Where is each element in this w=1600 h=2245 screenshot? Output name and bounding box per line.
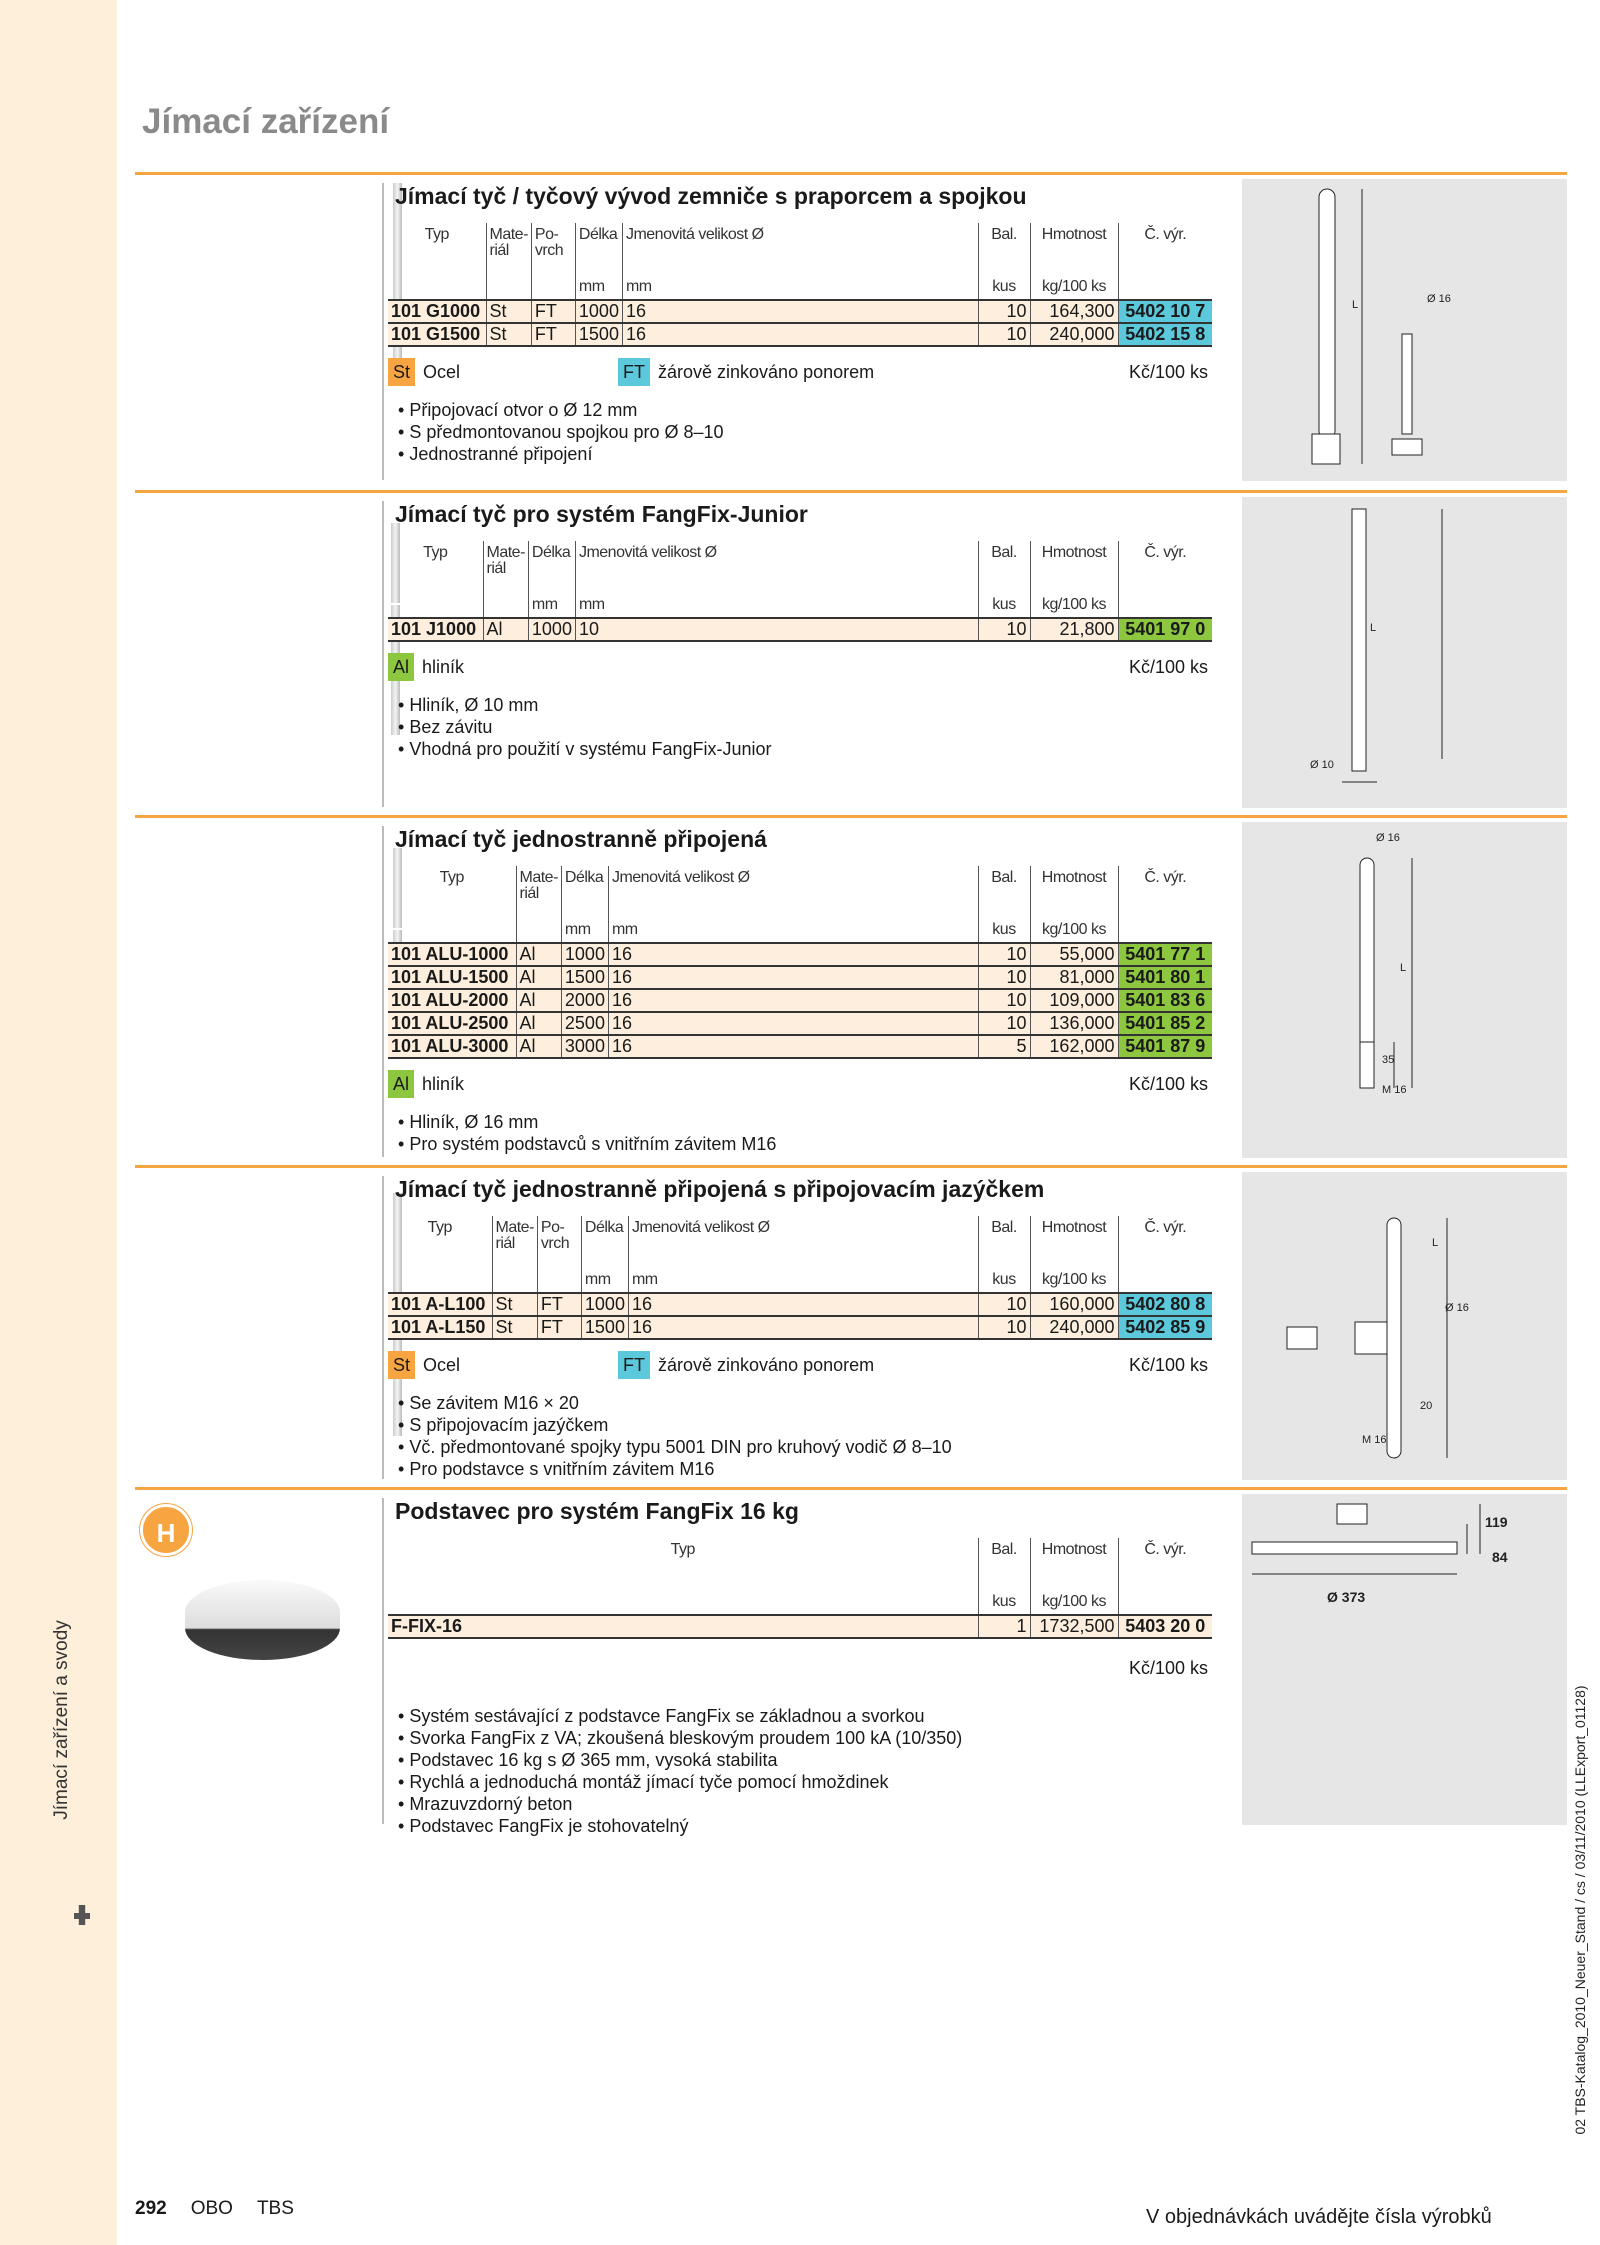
table-row: [388, 1615, 1212, 1638]
column-unit: mm: [575, 589, 978, 618]
article-number: 5402 10 7: [1118, 300, 1212, 323]
column-header: Hmotnost: [1030, 541, 1118, 589]
feature-item: • Připojovací otvor o Ø 12 mm: [398, 399, 1212, 421]
column-unit: mm: [628, 1264, 978, 1293]
header-row: [388, 223, 1212, 271]
price-unit: Kč/100 ks: [1128, 1657, 1208, 1678]
legend-chip: FT: [618, 1351, 650, 1379]
column-unit: [388, 1264, 492, 1293]
footer-series: TBS: [256, 2198, 294, 2219]
table-cell: 109,000: [1030, 989, 1118, 1012]
column-header: Mate-riál: [516, 866, 561, 914]
column-unit: kus: [978, 1586, 1030, 1615]
feature-item: • Rychlá a jednoduchá montáž jímací tyče pomocí hmoždinek: [398, 1771, 1212, 1793]
drawing-svg: [1242, 1172, 1567, 1480]
legend-chip: Al: [388, 653, 414, 681]
drawing-svg: [1242, 822, 1567, 1158]
technical-drawing: [1242, 1172, 1567, 1480]
column-unit: [1118, 1264, 1212, 1293]
table-row: [388, 1035, 1212, 1058]
section-title: Jímací tyč / tyčový vývod zemniče s praporcem a spojkou: [395, 183, 1027, 209]
article-number: 5401 97 0: [1118, 618, 1212, 641]
drawing-svg: [1242, 179, 1567, 481]
section-title: Podstavec pro systém FangFix 16 kg: [395, 1498, 799, 1524]
column-unit: [1118, 1586, 1212, 1615]
legend-text: hliník: [422, 1073, 465, 1094]
column-unit: kus: [978, 1264, 1030, 1293]
technical-drawing: [1242, 497, 1567, 808]
table-cell: F-FIX-16: [388, 1615, 978, 1638]
feature-item: • Svorka FangFix z VA; zkoušená bleskovým proudem 100 kA (10/350): [398, 1727, 1212, 1749]
dimension-label: Ø 10: [1310, 759, 1334, 771]
legend-item: [388, 1070, 558, 1098]
legend-chip: Al: [388, 1070, 414, 1098]
units-row: [388, 1264, 1212, 1293]
table-cell: 16: [608, 943, 978, 966]
table-cell: 10: [978, 300, 1030, 323]
table-cell: 1000: [528, 618, 575, 641]
feature-item: • Bez závitu: [398, 716, 1212, 738]
product-table: [388, 223, 1212, 347]
feature-list: [398, 399, 1212, 465]
article-number: 5401 83 6: [1118, 989, 1212, 1012]
table-cell: Al: [483, 618, 528, 641]
table-cell: 101 G1000: [388, 300, 486, 323]
units-row: [388, 589, 1212, 618]
column-unit: mm: [608, 914, 978, 943]
table-cell: 3000: [561, 1035, 608, 1058]
product-table: [388, 541, 1212, 642]
units-row: [388, 271, 1212, 300]
table-cell: 1000: [581, 1293, 628, 1316]
section-content: [388, 818, 1212, 1155]
feature-item: • Jednostranné připojení: [398, 443, 1212, 465]
feature-list: [398, 1392, 1212, 1480]
legend-item: [388, 358, 558, 386]
column-unit: mm: [561, 914, 608, 943]
price-unit: Kč/100 ks: [1128, 656, 1208, 677]
legend-text: hliník: [422, 656, 465, 677]
column-unit: mm: [581, 1264, 628, 1293]
table-body: [388, 1293, 1212, 1339]
technical-drawing: [1242, 179, 1567, 481]
dimension-label: 84: [1492, 1549, 1508, 1565]
table-cell: 240,000: [1030, 1316, 1118, 1339]
table-cell: 21,800: [1030, 618, 1118, 641]
column-unit: mm: [622, 271, 978, 300]
table-cell: 101 ALU-2500: [388, 1012, 516, 1035]
footer-note: V objednávkách uvádějte čísla výrobků: [1146, 2206, 1492, 2228]
feature-item: • S předmontovanou spojkou pro Ø 8–10: [398, 421, 1212, 443]
feature-item: • Vč. předmontované spojky typu 5001 DIN pro kruhový vodič Ø 8–10: [398, 1436, 1212, 1458]
technical-drawing: [1242, 822, 1567, 1158]
dimension-label: Ø 16: [1376, 832, 1400, 844]
table-body: [388, 618, 1212, 641]
table-cell: 16: [622, 323, 978, 346]
feature-list: [398, 1111, 1212, 1155]
table-row: [388, 1293, 1212, 1316]
technical-drawing: [1242, 1494, 1567, 1825]
column-header: Bal.: [978, 1216, 1030, 1264]
column-unit: [388, 1586, 978, 1615]
table-cell: Al: [516, 989, 561, 1012]
product-table: [388, 1538, 1212, 1639]
column-header: Jmenovitá velikost Ø: [628, 1216, 978, 1264]
column-unit: [1118, 914, 1212, 943]
table-head: [388, 1538, 1212, 1615]
table-cell: 16: [628, 1316, 978, 1339]
table-cell: 162,000: [1030, 1035, 1118, 1058]
page-title: Jímací zařízení: [142, 102, 390, 141]
table-cell: FT: [531, 300, 575, 323]
column-header: Mate-riál: [483, 541, 528, 589]
product-section: [135, 490, 1567, 815]
tested-badge-icon: H: [140, 1504, 192, 1556]
divider: [382, 183, 384, 480]
table-cell: 16: [608, 989, 978, 1012]
column-header: Bal.: [978, 223, 1030, 271]
dimension-label: Ø 16: [1445, 1302, 1469, 1314]
article-number: 5401 87 9: [1118, 1035, 1212, 1058]
column-header: Jmenovitá velikost Ø: [575, 541, 978, 589]
column-header: Po-vrch: [537, 1216, 581, 1264]
column-header: Hmotnost: [1030, 223, 1118, 271]
side-chapter-label: Jímací zařízení a svody: [51, 1620, 72, 1820]
column-header: Jmenovitá velikost Ø: [608, 866, 978, 914]
feature-item: • S připojovacím jazýčkem: [398, 1414, 1212, 1436]
legend-text: Ocel: [423, 1354, 461, 1375]
feature-item: • Pro podstavce s vnitřním závitem M16: [398, 1458, 1212, 1480]
table-cell: 10: [978, 1293, 1030, 1316]
legend-item: [618, 358, 874, 386]
legend: [388, 1348, 1212, 1382]
table-cell: 2000: [561, 989, 608, 1012]
dimension-label: 35: [1382, 1054, 1395, 1066]
column-header: Délka: [528, 541, 575, 589]
table-cell: 101 ALU-1500: [388, 966, 516, 989]
column-unit: kg/100 ks: [1030, 1586, 1118, 1615]
table-cell: St: [486, 323, 531, 346]
section-title: Jímací tyč jednostranně připojená: [395, 826, 767, 852]
table-cell: 10: [978, 943, 1030, 966]
column-header: Délka: [575, 223, 622, 271]
product-photo: [135, 1168, 380, 1487]
legend-chip: St: [388, 1351, 415, 1379]
column-header: Typ: [427, 1219, 452, 1236]
section-title: Jímací tyč pro systém FangFix-Junior: [395, 501, 808, 527]
section-title: Jímací tyč jednostranně připojená s připojovacím jazýčkem: [395, 1176, 1045, 1202]
article-number: 5402 80 8: [1118, 1293, 1212, 1316]
table-head: [388, 866, 1212, 943]
column-header: Č. výr.: [1118, 1216, 1212, 1264]
column-unit: [388, 914, 516, 943]
column-header: Jmenovitá velikost Ø: [622, 223, 978, 271]
dimension-label: Ø 16: [1427, 293, 1451, 305]
divider: [382, 501, 384, 807]
sidebar: [0, 0, 117, 2245]
article-number: 5401 85 2: [1118, 1012, 1212, 1035]
table-cell: 101 ALU-2000: [388, 989, 516, 1012]
table-cell: 1: [978, 1615, 1030, 1638]
column-unit: mm: [528, 589, 575, 618]
table-cell: FT: [531, 323, 575, 346]
column-unit: kg/100 ks: [1030, 589, 1118, 618]
legend: [388, 1651, 1212, 1685]
table-cell: 1500: [581, 1316, 628, 1339]
legend-text: žárově zinkováno ponorem: [658, 361, 875, 382]
divider: [382, 826, 384, 1157]
column-unit: [492, 1264, 537, 1293]
table-cell: 101 J1000: [388, 618, 483, 641]
table-cell: 101 ALU-3000: [388, 1035, 516, 1058]
table-head: [388, 541, 1212, 618]
column-header: Typ: [423, 544, 448, 561]
feature-item: • Hliník, Ø 16 mm: [398, 1111, 1212, 1133]
article-number: 5403 20 0: [1118, 1615, 1212, 1638]
column-unit: [531, 271, 575, 300]
legend-text: Ocel: [423, 361, 461, 382]
table-cell: 10: [978, 1316, 1030, 1339]
table-cell: St: [486, 300, 531, 323]
legend-chip: FT: [618, 358, 650, 386]
table-cell: 1732,500: [1030, 1615, 1118, 1638]
catalog-reference: 02 TBS-Katalog_2010_Neuer_Stand / cs / 03/11/2010 (LLExport_01128): [1572, 1685, 1588, 2135]
table-cell: St: [492, 1293, 537, 1316]
table-cell: 16: [608, 966, 978, 989]
product-photo: [135, 493, 380, 815]
table-cell: 81,000: [1030, 966, 1118, 989]
column-unit: [1118, 271, 1212, 300]
header-row: [388, 1538, 1212, 1586]
column-header: Hmotnost: [1030, 1538, 1118, 1586]
drawing-svg: [1242, 1494, 1567, 1825]
table-cell: FT: [537, 1316, 581, 1339]
price-unit: Kč/100 ks: [1128, 361, 1208, 382]
table-cell: 164,300: [1030, 300, 1118, 323]
column-header: Č. výr.: [1118, 223, 1212, 271]
table-cell: 16: [608, 1012, 978, 1035]
base-photo: [185, 1580, 340, 1660]
column-unit: kg/100 ks: [1030, 914, 1118, 943]
product-table: [388, 1216, 1212, 1340]
table-cell: 101 ALU-1000: [388, 943, 516, 966]
column-unit: [483, 589, 528, 618]
table-cell: Al: [516, 1012, 561, 1035]
feature-list: [398, 694, 1212, 760]
column-unit: mm: [575, 271, 622, 300]
column-header: Bal.: [978, 866, 1030, 914]
price-unit: Kč/100 ks: [1128, 1354, 1208, 1375]
header-row: [388, 1216, 1212, 1264]
footer-brand: OBO: [190, 2198, 233, 2219]
table-row: [388, 943, 1212, 966]
table-cell: Al: [516, 943, 561, 966]
dimension-label: L: [1432, 1237, 1439, 1249]
column-header: Hmotnost: [1030, 866, 1118, 914]
column-header: Po-vrch: [531, 223, 575, 271]
dimension-label: L: [1370, 622, 1377, 634]
table-cell: 1000: [561, 943, 608, 966]
column-header: Hmotnost: [1030, 1216, 1118, 1264]
table-cell: 101 A-L150: [388, 1316, 492, 1339]
table-cell: 1500: [575, 323, 622, 346]
column-header: Bal.: [978, 1538, 1030, 1586]
legend-item: [388, 1351, 558, 1379]
table-cell: 136,000: [1030, 1012, 1118, 1035]
feature-item: • Pro systém podstavců s vnitřním závitem M16: [398, 1133, 1212, 1155]
column-header: Bal.: [978, 541, 1030, 589]
column-unit: kg/100 ks: [1030, 271, 1118, 300]
legend-chip: St: [388, 358, 415, 386]
table-cell: Al: [516, 1035, 561, 1058]
section-content: [388, 1490, 1212, 1837]
dimension-label: Ø 373: [1327, 1589, 1366, 1605]
table-cell: 1000: [575, 300, 622, 323]
feature-item: • Mrazuvzdorný beton: [398, 1793, 1212, 1815]
footer-left: [135, 2198, 318, 2220]
table-cell: 2500: [561, 1012, 608, 1035]
legend-item: [618, 1351, 874, 1379]
product-photo: [135, 818, 380, 1165]
table-body: [388, 1615, 1212, 1638]
table-cell: 160,000: [1030, 1293, 1118, 1316]
drawing-svg: [1242, 497, 1567, 808]
table-cell: St: [492, 1316, 537, 1339]
table-head: [388, 223, 1212, 300]
product-photo: [135, 1490, 380, 1832]
column-unit: [388, 271, 486, 300]
feature-item: • Hliník, Ø 10 mm: [398, 694, 1212, 716]
feature-item: • Systém sestávající z podstavce FangFix se základnou a svorkou: [398, 1705, 1212, 1727]
table-cell: 10: [978, 618, 1030, 641]
table-cell: 10: [978, 1012, 1030, 1035]
price-unit: Kč/100 ks: [1128, 1073, 1208, 1094]
column-unit: [537, 1264, 581, 1293]
column-unit: [1118, 589, 1212, 618]
table-body: [388, 300, 1212, 346]
article-number: 5402 85 9: [1118, 1316, 1212, 1339]
article-number: 5401 77 1: [1118, 943, 1212, 966]
page-number: 292: [135, 2198, 167, 2219]
column-header: Č. výr.: [1118, 541, 1212, 589]
divider: [382, 1498, 384, 1824]
table-row: [388, 1316, 1212, 1339]
product-section: [135, 1487, 1567, 1836]
section-content: [388, 175, 1212, 465]
feature-item: • Podstavec FangFix je stohovatelný: [398, 1815, 1212, 1837]
column-header: Typ: [439, 869, 464, 886]
table-cell: 240,000: [1030, 323, 1118, 346]
product-photo: [135, 175, 380, 488]
dimension-label: L: [1400, 962, 1407, 974]
table-cell: 10: [978, 966, 1030, 989]
dimension-label: 119: [1485, 1514, 1508, 1530]
section-content: [388, 1168, 1212, 1480]
table-cell: 16: [608, 1035, 978, 1058]
article-number: 5401 80 1: [1118, 966, 1212, 989]
units-row: [388, 914, 1212, 943]
product-section: [135, 815, 1567, 1165]
table-row: [388, 618, 1212, 641]
table-cell: FT: [537, 1293, 581, 1316]
header-row: [388, 541, 1212, 589]
legend-text: žárově zinkováno ponorem: [658, 1354, 875, 1375]
article-number: 5402 15 8: [1118, 323, 1212, 346]
column-header: Délka: [581, 1216, 628, 1264]
dimension-label: M 16: [1362, 1434, 1387, 1446]
table-cell: 1500: [561, 966, 608, 989]
column-unit: [486, 271, 531, 300]
feature-item: • Vhodná pro použití v systému FangFix-Junior: [398, 738, 1212, 760]
table-cell: 101 A-L100: [388, 1293, 492, 1316]
table-cell: Al: [516, 966, 561, 989]
table-cell: 10: [575, 618, 978, 641]
table-row: [388, 323, 1212, 346]
table-cell: 5: [978, 1035, 1030, 1058]
column-header: Typ: [670, 1541, 695, 1558]
column-unit: [516, 914, 561, 943]
legend-item: [388, 653, 558, 681]
divider: [382, 1176, 384, 1479]
feature-list: [398, 1705, 1212, 1837]
column-unit: kg/100 ks: [1030, 1264, 1118, 1293]
column-header: Mate-riál: [486, 223, 531, 271]
legend: [388, 355, 1212, 389]
legend: [388, 1067, 1212, 1101]
table-row: [388, 300, 1212, 323]
table-cell: 16: [628, 1293, 978, 1316]
column-unit: [388, 589, 483, 618]
table-cell: 10: [978, 989, 1030, 1012]
dimension-label: L: [1352, 299, 1359, 311]
table-body: [388, 943, 1212, 1058]
column-unit: kus: [978, 271, 1030, 300]
table-row: [388, 1012, 1212, 1035]
table-row: [388, 989, 1212, 1012]
table-head: [388, 1216, 1212, 1293]
section-content: [388, 493, 1212, 760]
column-header: Č. výr.: [1118, 866, 1212, 914]
column-unit: kus: [978, 589, 1030, 618]
units-row: [388, 1586, 1212, 1615]
column-header: Typ: [424, 226, 449, 243]
feature-item: • Se závitem M16 × 20: [398, 1392, 1212, 1414]
product-table: [388, 866, 1212, 1059]
column-header: Č. výr.: [1118, 1538, 1212, 1586]
column-header: Délka: [561, 866, 608, 914]
table-cell: 55,000: [1030, 943, 1118, 966]
product-section: [135, 1165, 1567, 1487]
column-header: Mate-riál: [492, 1216, 537, 1264]
header-row: [388, 866, 1212, 914]
table-cell: 101 G1500: [388, 323, 486, 346]
feature-item: • Podstavec 16 kg s Ø 365 mm, vysoká stabilita: [398, 1749, 1212, 1771]
table-row: [388, 966, 1212, 989]
dimension-label: 20: [1420, 1400, 1433, 1412]
legend: [388, 650, 1212, 684]
table-cell: 10: [978, 323, 1030, 346]
table-cell: 16: [622, 300, 978, 323]
dimension-label: M 16: [1382, 1084, 1407, 1096]
column-unit: kus: [978, 914, 1030, 943]
product-section: [135, 172, 1567, 488]
